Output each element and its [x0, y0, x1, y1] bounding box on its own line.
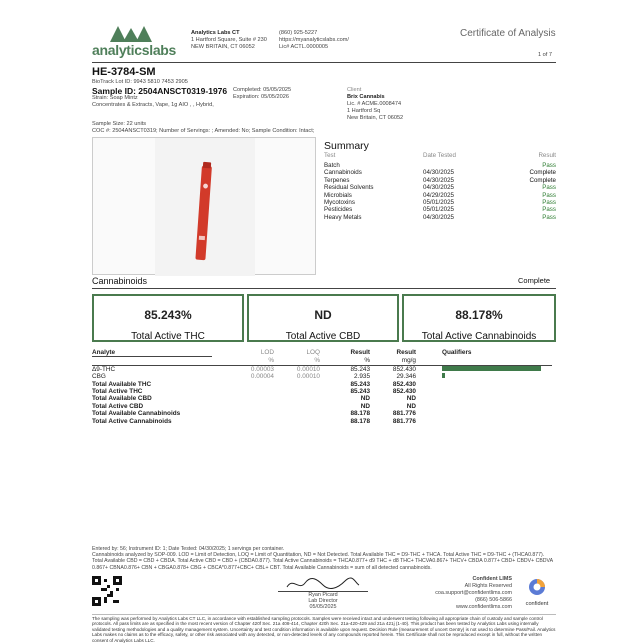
analyte-name: CBG: [92, 373, 106, 381]
analyte-name: Total Active CBD: [92, 402, 144, 410]
summary-result: Pass: [542, 206, 556, 214]
confident-logo-text: confident: [525, 601, 549, 607]
qualifier-cell: [416, 403, 552, 410]
analyte-result-pct: 85.243: [350, 365, 370, 373]
analyte-loq: [274, 388, 320, 395]
summary-result: Pass: [542, 184, 556, 192]
summary-result: Pass: [542, 199, 556, 206]
header-lod: LOD: [260, 349, 274, 357]
summary-col-result: Result: [538, 152, 556, 159]
analyte-result-mg: ND: [406, 402, 416, 410]
analyte-loq: 0.00010: [296, 365, 320, 373]
analyte-loq: [274, 381, 320, 388]
qualifier-cell: [416, 373, 552, 380]
analyte-loq: [274, 410, 320, 417]
summary-test: Cannabinoids: [324, 169, 362, 177]
header-divider: [92, 62, 556, 63]
table-row: [92, 388, 552, 395]
vape-pen-icon: [93, 138, 317, 276]
coc-line: COC #: 2504ANSCT0319; Number of Servings: ; Amended: No; Sample Condition: Intact;: [92, 128, 315, 134]
analyte-lod: [212, 410, 274, 417]
qualifier-cell: [416, 381, 552, 388]
lab-address-2: NEW BRITAIN, CT 06052: [191, 44, 255, 50]
lims-phone: (866) 506-5866: [475, 597, 512, 603]
table-row: [92, 410, 552, 417]
page-number: 1 of 7: [538, 52, 552, 58]
table-header-row: [92, 349, 552, 357]
entered-by: Entered by: 56; Instrument ID: 1; Date Tested: 04/30/2025; 1 servings per container.: [92, 546, 285, 552]
product-image: [92, 137, 316, 275]
summary-result: Pass: [542, 191, 556, 199]
analyte-result-mg: 852.430: [392, 380, 416, 388]
lab-address-1: 1 Hartford Square, Suite # 230: [191, 37, 267, 43]
table-row: [92, 365, 552, 373]
cannabinoids-table: [92, 349, 552, 425]
thc-stat-box: [92, 294, 244, 342]
analyte-result-pct: ND: [360, 395, 370, 403]
method-notes: Cannabinoids analyzed by SOP-009. LOD = Limit of Detection, LOQ = Limit of Quantitation, ND = Not Detected. Total Available THC = D9-THC + THCA. Total Active THC = D9-THC + (THCA0.877). Total Available CBD = CBD + CBDA. Total Active CBD = CBD + (CBDA0.877). Total Active Cannabinoids = THCA0.877+ d9 THC + d8 THC+ THCVA0.867+ THCV+ CBDA 0.877+ CBD+ CBDV+ CBDVA 0.867+ CBNA0.876+ CBN + CBGA0.878+ CBG + CBCA*0.877+CBC+ CBL+ CBT. Total Available Cannabinoids = sum of all detected cannabinoids.: [92, 552, 553, 571]
analyte-lod: [212, 418, 274, 425]
signer-name: Ryan Picard: [308, 592, 338, 598]
lims-rights: All Rights Reserved: [464, 583, 512, 589]
signer-title: Lab Director: [308, 598, 338, 605]
table-row: [92, 403, 552, 410]
analyte-result-pct: 88.178: [350, 417, 370, 425]
client-name: Brix Cannabis: [347, 94, 385, 100]
summary-date: 05/01/2025: [423, 199, 454, 206]
header-loq: LOQ: [306, 349, 320, 357]
summary-date: 04/30/2025: [423, 213, 454, 221]
lab-logo: [92, 22, 184, 62]
table-row: [92, 381, 552, 388]
summary-test: Mycotoxins: [324, 199, 355, 206]
client-license: Lic. # ACME.0008474: [347, 101, 402, 107]
analyte-result-mg: 852.430: [392, 365, 416, 373]
summary-test: Pesticides: [324, 206, 353, 214]
total-cannabinoids-label: Total Active Cannabinoids: [421, 331, 537, 342]
analyte-name: Total Available Cannabinoids: [92, 410, 181, 418]
lims-email[interactable]: coa.support@confidentlims.com: [435, 590, 512, 596]
qualifier-cell: [416, 418, 552, 425]
analyte-lod: [212, 381, 274, 388]
cannabinoids-status: Complete: [518, 276, 551, 285]
analyte-result-pct: 85.243: [350, 388, 370, 396]
summary-date: 04/30/2025: [423, 184, 454, 192]
expiration-date: Expiration: 05/05/2026: [233, 94, 289, 100]
total-cannabinoids-value: 88.178%: [455, 308, 503, 322]
analyte-result-mg: ND: [406, 395, 416, 403]
table-row: [92, 418, 552, 425]
analyte-lod: [212, 395, 274, 402]
total-thc-label: Total Active THC: [131, 331, 205, 342]
summary-test: Batch: [324, 162, 340, 169]
analyte-name: Total Available THC: [92, 380, 152, 388]
analyte-result-mg: 852.430: [392, 388, 416, 396]
analyte-result-pct: 88.178: [350, 410, 370, 418]
cannabinoids-divider: [92, 288, 556, 289]
strain: Strain: Soap Mintz: [92, 95, 138, 101]
analyte-lod: [212, 403, 274, 410]
table-row: [92, 395, 552, 402]
analyte-result-pct: 2.935: [354, 373, 370, 381]
lab-phone: (860) 925-5227: [279, 30, 318, 36]
analyte-name: Δ9-THC: [92, 365, 116, 373]
logo-text: analyticslabs: [92, 42, 177, 58]
summary-test: Residual Solvents: [324, 184, 374, 192]
summary-date: 04/30/2025: [423, 176, 454, 184]
table-units-row: [92, 357, 552, 365]
completed-date: Completed: 05/05/2025: [233, 87, 292, 93]
lab-name: Analytics Labs CT: [191, 30, 240, 36]
summary-result: Complete: [529, 169, 556, 177]
summary-result: Complete: [529, 176, 556, 184]
summary-test: Heavy Metals: [324, 213, 362, 221]
qualifier-cell: [416, 365, 552, 373]
total-cbd-label: Total Active CBD: [285, 331, 361, 342]
analyte-result-mg: 29.346: [396, 373, 416, 381]
qr-code-icon: [92, 576, 122, 606]
sign-date: 05/05/2025: [309, 604, 337, 611]
footer-divider: [92, 614, 556, 615]
summary-test: Terpenes: [324, 176, 350, 184]
summary-date: 04/30/2025: [423, 169, 454, 177]
analyte-loq: [274, 418, 320, 425]
analyte-result-pct: ND: [360, 402, 370, 410]
result-bar: [442, 366, 541, 371]
logo-mark-icon: [108, 22, 168, 42]
qualifier-cell: [416, 395, 552, 402]
product-name: HE-3784-SM: [92, 66, 156, 78]
disclaimer: The sampling was performed by Analytics Labs CT LLC, in accordance with established sampling protocols. Samples were received intact and underwent testing following all appropriate chain of custody and sample control protocols. All pass limits are as specified in the most recent version of Chapter 420f Sec. 21a 408-414, Chapter 420h Sec. 21a-420-429 and 21a 421j (1-40). This product has been tested by Analytics Labs using internally validated testing methodologies and a quality management system. Uncertainty and test condition information is available upon request. Decision Rule (measurement of uncert Gentry) is not used to determine Pass/Fail. Analytics Labs makes no claims as to the efficacy, safety, or other risk associated with any detected, or non-detected levels of any compounds reported herein. This Certificate shall not be reproduced except in full, without the written consent of Analytics Labs LLC.: [92, 616, 556, 643]
cbd-stat-box: [247, 294, 399, 342]
category: Concentrates & Extracts, Vape, 1g AIO , , Hybrid,: [92, 102, 214, 108]
analyte-lod: [212, 388, 274, 395]
header-result-pct: Result: [350, 349, 370, 357]
lims-name: Confident LIMS: [472, 576, 512, 582]
total-thc-value: 85.243%: [144, 308, 192, 322]
analyte-name: Total Active Cannabinoids: [92, 417, 172, 425]
summary-col-test: Test: [324, 152, 336, 159]
unit-loq: %: [314, 357, 320, 365]
total-cbd-value: ND: [314, 308, 332, 322]
biotrack-id: BioTrack Lot ID: 9943 5810 7453 2905: [92, 79, 188, 85]
summary-test: Microbials: [324, 191, 352, 199]
confident-logo: [518, 578, 556, 608]
summary-date: 05/01/2025: [423, 206, 454, 214]
header-result-mg: Result: [396, 349, 416, 357]
client-address-2: New Britain, CT 06052: [347, 115, 404, 121]
lab-license: Lic# ACTL.0000005: [279, 44, 329, 50]
total-cannabinoids-stat-box: [402, 294, 556, 342]
analyte-name: Total Available CBD: [92, 395, 152, 403]
summary-col-date: Date Tested: [423, 152, 456, 159]
cannabinoids-title: Cannabinoids: [92, 276, 148, 286]
unit-result-mg: mg/g: [401, 357, 416, 365]
summary-date: 04/29/2025: [423, 191, 454, 199]
header-analyte: Analyte: [92, 349, 212, 357]
analyte-lod: 0.00003: [250, 365, 274, 373]
analyte-result-pct: 85.243: [350, 380, 370, 388]
lab-website[interactable]: https://myanalyticslabs.com/: [279, 37, 349, 43]
header-qualifiers: Qualifiers: [442, 349, 472, 357]
analyte-loq: [274, 403, 320, 410]
document-title: Certificate of Analysis: [460, 28, 556, 39]
qr-code[interactable]: [92, 576, 122, 606]
analyte-result-mg: 881.776: [392, 410, 416, 418]
unit-lod: %: [268, 357, 274, 365]
unit-result-pct: %: [364, 357, 370, 365]
analyte-result-mg: 881.776: [392, 417, 416, 425]
lims-website[interactable]: www.confidentlims.com: [455, 604, 512, 610]
analyte-lod: 0.00004: [250, 373, 274, 381]
summary-result: Pass: [542, 162, 556, 169]
summary-title: Summary: [324, 140, 369, 152]
table-row: [92, 373, 552, 380]
analyte-loq: 0.00010: [296, 373, 320, 381]
result-bar: [442, 373, 445, 378]
sample-size: Sample Size: 22 units: [92, 121, 147, 127]
summary-result: Pass: [542, 213, 556, 221]
analyte-name: Total Active THC: [92, 388, 143, 396]
client-label: Client: [347, 87, 362, 93]
client-address-1: 1 Hartford Sq: [347, 108, 381, 114]
sample-id: Sample ID: 2504ANSCT0319-1976: [92, 86, 228, 96]
qualifier-cell: [416, 410, 552, 417]
qualifier-cell: [416, 388, 552, 395]
analyte-loq: [274, 395, 320, 402]
confident-logo-icon: [528, 578, 546, 596]
